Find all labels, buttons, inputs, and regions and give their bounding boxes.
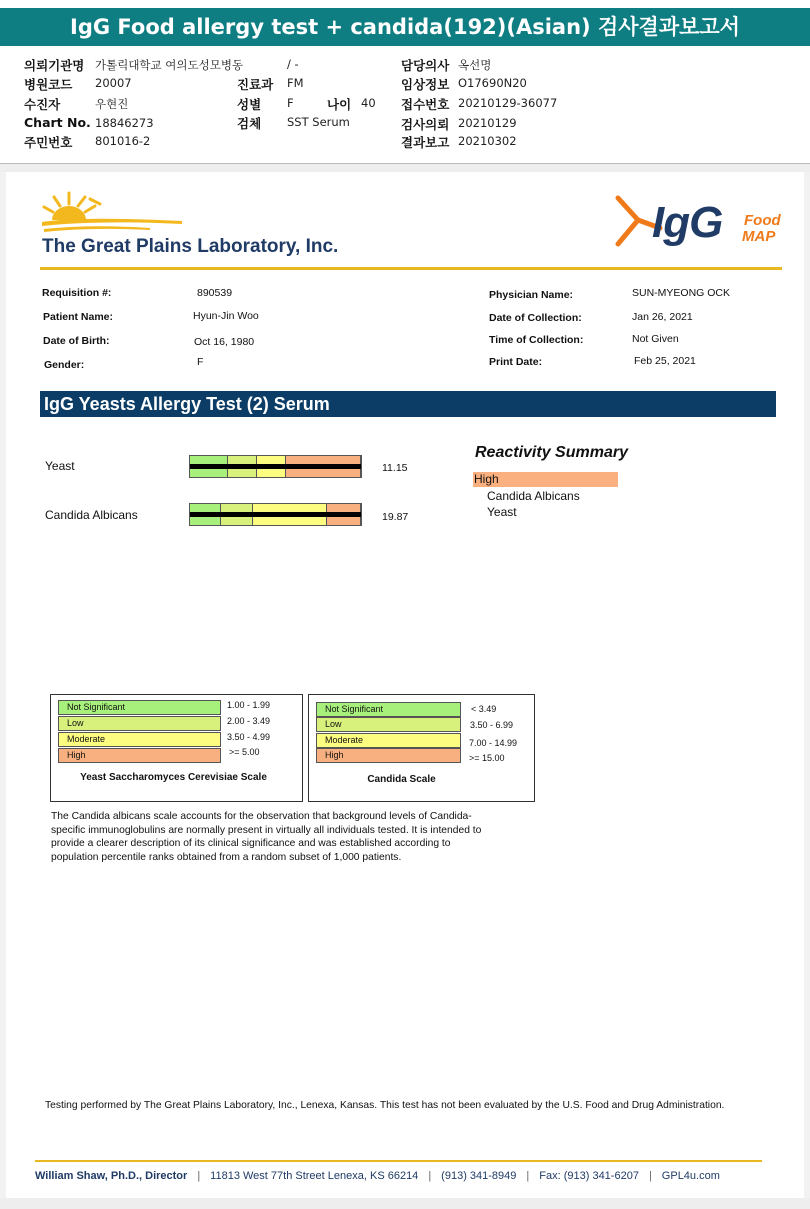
requisition-label: Requisition #: — [42, 287, 112, 299]
institution-label: 의뢰기관명 — [24, 58, 85, 73]
testing-disclaimer: Testing performed by The Great Plains Laboratory, Inc., Lenexa, Kansas. This test has not been evaluated by the U.S. Food and Drug Administration. — [45, 1100, 725, 1111]
receipt-label: 접수번호 — [401, 97, 450, 112]
footer-separator: | — [526, 1170, 530, 1182]
footer-separator: | — [428, 1170, 432, 1182]
patient-name-label: Patient Name: — [43, 311, 114, 323]
footer-website-link[interactable]: GPL4u.com — [661, 1170, 720, 1182]
lab-name: The Great Plains Laboratory, Inc. — [42, 236, 339, 257]
test-bar-yeast — [189, 455, 362, 478]
yeast-scale-range: 2.00 - 3.49 — [227, 716, 271, 726]
food-logo-text: Food — [744, 212, 781, 229]
resident-label: 주민번호 — [24, 135, 73, 150]
gender-label: Gender: — [44, 359, 85, 371]
sex-label: 성별 — [237, 97, 262, 112]
candida-scale-row-high: High — [316, 748, 461, 763]
report-value: 20210302 — [458, 134, 517, 148]
test-value-yeast: 11.15 — [382, 462, 408, 474]
report-title-banner: IgG Food allergy test + candida(192)(Asian) 검사결과보고서 — [0, 8, 810, 46]
test-name-candida: Candida Albicans — [45, 508, 138, 522]
physician-label: Physician Name: — [489, 289, 574, 301]
patient-name-value: Hyun-Jin Woo — [193, 310, 259, 322]
collection-time-label: Time of Collection: — [489, 334, 584, 346]
result-level-indicator — [190, 464, 361, 469]
page-gap — [0, 164, 810, 172]
candida-scale-note: The Candida albicans scale accounts for the observation that background levels of Candida-specific immunoglobulins are normally present in virtually all individuals tested. It is intended to provide a clearer description of its clinical significance and was established according to population percentile ranks obtained from a random subset of 1,000 patients. — [51, 811, 482, 863]
receipt-value: 20210129-36077 — [458, 96, 558, 110]
resident-value: 801016-2 — [95, 134, 151, 148]
yeast-scale-box — [50, 694, 303, 802]
footer-separator: | — [197, 1170, 201, 1182]
yeast-scale-row-not-significant: Not Significant — [58, 700, 221, 715]
yeast-scale-range: 3.50 - 4.99 — [227, 732, 271, 742]
igg-food-map-logo — [612, 192, 787, 258]
request-value: 20210129 — [458, 116, 517, 130]
korean-info-block — [0, 50, 810, 162]
section-title-bar: IgG Yeasts Allergy Test (2) Serum — [40, 391, 776, 417]
result-level-indicator — [190, 512, 361, 517]
report-label: 결과보고 — [401, 135, 450, 150]
collection-date-value: Jan 26, 2021 — [632, 311, 693, 323]
gender-value: F — [197, 356, 204, 368]
test-value-candida: 19.87 — [382, 511, 409, 523]
hospital-code-label: 병원코드 — [24, 77, 73, 92]
chart-value: 18846273 — [95, 116, 154, 130]
igg-logo-text: IgG — [652, 198, 723, 247]
patient-value: 우현진 — [95, 97, 129, 111]
yeast-scale-row-high: High — [58, 748, 221, 763]
institution-value: 가톨릭대학교 여의도성모병동 — [95, 58, 244, 72]
collection-date-label: Date of Collection: — [489, 312, 582, 324]
reactivity-item-candida: Candida Albicans — [487, 489, 580, 503]
candida-scale-range: 3.50 - 6.99 — [470, 720, 514, 730]
yeast-scale-row-moderate: Moderate — [58, 732, 221, 747]
candida-scale-row-not-significant: Not Significant — [316, 702, 461, 717]
reactivity-summary-title: Reactivity Summary — [475, 444, 628, 461]
ward-value: / - — [287, 57, 299, 71]
test-name-yeast: Yeast — [45, 459, 75, 473]
print-date-label: Print Date: — [489, 356, 543, 368]
yeast-scale-title: Yeast Saccharomyces Cerevisiae Scale — [80, 772, 267, 783]
candida-scale-box — [308, 694, 535, 802]
footer-separator: | — [648, 1170, 652, 1182]
candida-scale-title: Candida Scale — [367, 774, 436, 785]
request-label: 검사의뢰 — [401, 117, 450, 132]
candida-scale-range: < 3.49 — [471, 704, 497, 714]
page-margin-right — [804, 172, 810, 1202]
requisition-value: 890539 — [197, 287, 233, 299]
candida-scale-row-moderate: Moderate — [316, 733, 461, 748]
clinical-value: O17690N20 — [458, 76, 527, 90]
dob-label: Date of Birth: — [43, 335, 110, 347]
yeast-scale-range: >= 5.00 — [229, 747, 260, 757]
reactivity-level-high: High — [473, 472, 618, 487]
age-value: 40 — [361, 96, 376, 110]
patient-label: 수진자 — [24, 97, 61, 112]
page-gap-bottom — [0, 1198, 810, 1209]
dob-value: Oct 16, 1980 — [194, 336, 255, 348]
doctor-value: 옥선명 — [458, 58, 492, 72]
yeast-scale-row-low: Low — [58, 716, 221, 731]
footer-fax: Fax: (913) 341-6207 — [539, 1170, 639, 1182]
hospital-code-value: 20007 — [95, 76, 132, 90]
chart-label: Chart No. — [24, 115, 91, 130]
clinical-label: 임상정보 — [401, 77, 450, 92]
footer — [35, 1170, 775, 1182]
physician-value: SUN-MYEONG OCK — [632, 287, 731, 299]
candida-scale-range: >= 15.00 — [469, 753, 505, 763]
test-bar-candida — [189, 503, 362, 526]
header-gold-rule — [40, 267, 782, 270]
candida-scale-row-low: Low — [316, 717, 461, 732]
yeast-scale-range: 1.00 - 1.99 — [227, 700, 271, 710]
page-margin-left — [0, 172, 6, 1202]
collection-time-value: Not Given — [632, 333, 679, 345]
specimen-label: 검체 — [237, 116, 262, 131]
age-label: 나이 — [327, 97, 352, 112]
reactivity-item-yeast: Yeast — [487, 505, 517, 519]
footer-phone: (913) 341-8949 — [441, 1170, 517, 1182]
footer-gold-rule — [35, 1160, 762, 1162]
map-logo-text: MAP — [742, 228, 776, 245]
department-value: FM — [287, 76, 304, 90]
sex-value: F — [287, 96, 294, 110]
sun-logo-icon — [40, 190, 190, 238]
candida-scale-range: 7.00 - 14.99 — [469, 738, 518, 748]
specimen-value: SST Serum — [287, 115, 350, 129]
doctor-label: 담당의사 — [401, 58, 450, 73]
footer-director: William Shaw, Ph.D., Director — [35, 1170, 188, 1182]
department-label: 진료과 — [237, 77, 274, 92]
print-date-value: Feb 25, 2021 — [634, 355, 696, 367]
great-plains-logo — [40, 190, 340, 262]
footer-address: 11813 West 77th Street Lenexa, KS 66214 — [210, 1170, 419, 1182]
